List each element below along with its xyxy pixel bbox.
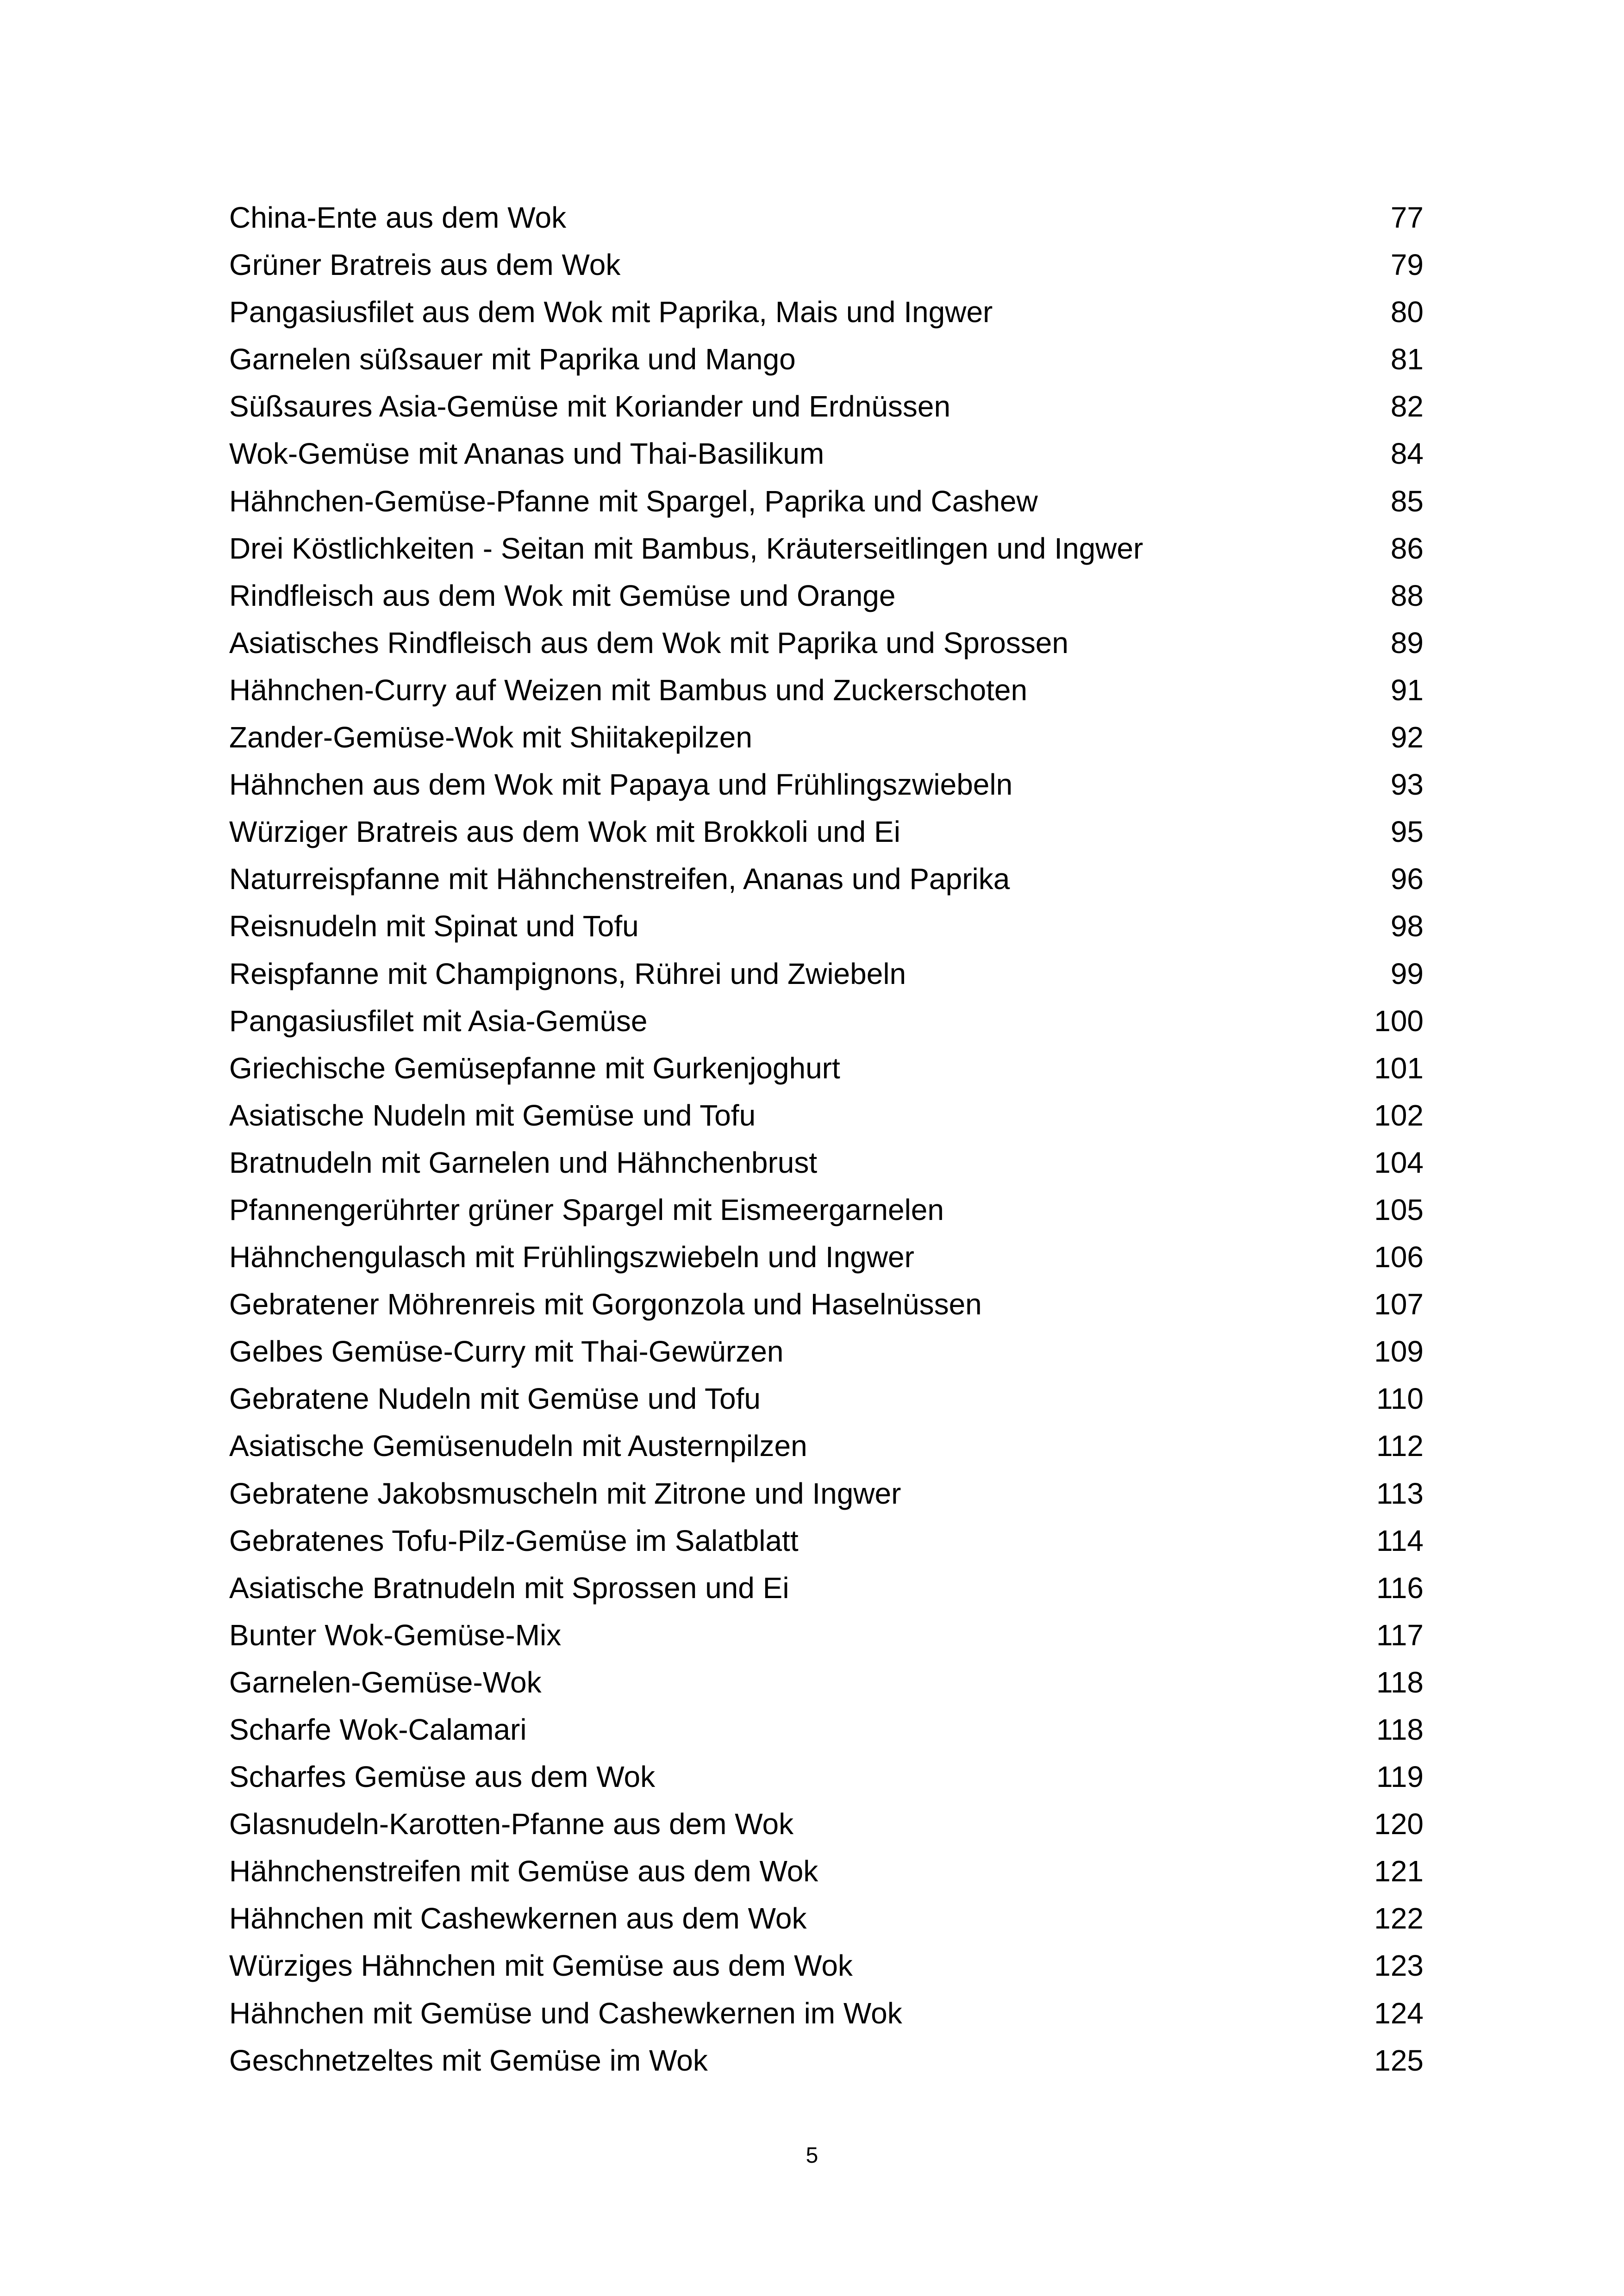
toc-entry xyxy=(229,1097,1424,1144)
toc-entry-page: 92 xyxy=(1390,721,1424,754)
toc-entry-title: Pangasiusfilet aus dem Wok mit Paprika, Mais und Ingwer xyxy=(229,295,993,329)
toc-entry xyxy=(229,1238,1424,1286)
toc-entry-page: 100 xyxy=(1374,1004,1424,1038)
toc-entry xyxy=(229,293,1424,341)
toc-entry-page: 120 xyxy=(1374,1807,1424,1841)
toc-entry-title: Glasnudeln-Karotten-Pfanne aus dem Wok xyxy=(229,1807,794,1841)
toc-entry-title: Garnelen süßsauer mit Paprika und Mango xyxy=(229,342,796,376)
toc-entry-title: Gelbes Gemüse-Curry mit Thai-Gewürzen xyxy=(229,1335,784,1369)
toc-entry-title: Scharfe Wok-Calamari xyxy=(229,1713,527,1746)
toc-entry-page: 99 xyxy=(1390,957,1424,990)
toc-entry xyxy=(229,530,1424,577)
toc-entry-title: Reisnudeln mit Spinat und Tofu xyxy=(229,909,639,943)
toc-entry xyxy=(229,435,1424,482)
toc-entry xyxy=(229,766,1424,813)
toc-entry xyxy=(229,1191,1424,1238)
toc-entry-title: Naturreispfanne mit Hähnchenstreifen, Ananas und Paprika xyxy=(229,862,1010,896)
toc-entry xyxy=(229,2042,1424,2089)
toc-entry-page: 123 xyxy=(1374,1949,1424,1983)
toc-entry-title: Hähnchen mit Gemüse und Cashewkernen im Wok xyxy=(229,1996,902,2030)
toc-entry-page: 80 xyxy=(1390,295,1424,329)
toc-entry-title: Asiatische Nudeln mit Gemüse und Tofu xyxy=(229,1098,756,1132)
toc-entry xyxy=(229,1333,1424,1380)
toc-entry-page: 117 xyxy=(1376,1618,1424,1652)
toc-entry-title: Asiatische Bratnudeln mit Sprossen und Ei xyxy=(229,1571,789,1605)
toc-entry-title: Süßsaures Asia-Gemüse mit Koriander und Erdnüssen xyxy=(229,390,951,423)
toc-entry xyxy=(229,908,1424,955)
toc-entry-title: Scharfes Gemüse aus dem Wok xyxy=(229,1760,656,1794)
toc-entry xyxy=(229,1664,1424,1711)
toc-entry-page: 85 xyxy=(1390,484,1424,518)
toc-entry-page: 96 xyxy=(1390,862,1424,896)
toc-entry-page: 112 xyxy=(1376,1429,1424,1463)
toc-entry-page: 107 xyxy=(1374,1288,1424,1321)
toc-entry-page: 118 xyxy=(1376,1713,1424,1746)
toc-entry-title: Gebratenes Tofu-Pilz-Gemüse im Salatblatt xyxy=(229,1524,799,1557)
toc-entry-title: China-Ente aus dem Wok xyxy=(229,201,567,234)
toc-entry-page: 121 xyxy=(1374,1854,1424,1888)
toc-entry xyxy=(229,1900,1424,1947)
toc-entry-page: 122 xyxy=(1374,1902,1424,1935)
toc-entry xyxy=(229,341,1424,388)
toc-entry xyxy=(229,624,1424,672)
toc-entry xyxy=(229,483,1424,530)
toc-entry-title: Wok-Gemüse mit Ananas und Thai-Basilikum xyxy=(229,437,824,471)
toc-entry-page: 77 xyxy=(1390,201,1424,234)
toc-entry xyxy=(229,1995,1424,2042)
toc-entry-title: Drei Köstlichkeiten - Seitan mit Bambus, Kräuterseitlingen und Ingwer xyxy=(229,531,1143,565)
toc-entry xyxy=(229,1569,1424,1617)
toc-entry-page: 101 xyxy=(1374,1051,1424,1085)
toc-entry-title: Geschnetzeltes mit Gemüse im Wok xyxy=(229,2043,708,2077)
toc-entry-page: 125 xyxy=(1374,2043,1424,2077)
toc-entry-title: Bunter Wok-Gemüse-Mix xyxy=(229,1618,562,1652)
toc-entry xyxy=(229,1711,1424,1758)
toc-entry-page: 114 xyxy=(1376,1524,1424,1557)
toc-entry-title: Bratnudeln mit Garnelen und Hähnchenbrust xyxy=(229,1145,818,1179)
toc-entry-page: 95 xyxy=(1390,815,1424,849)
toc-entry-title: Pangasiusfilet mit Asia-Gemüse xyxy=(229,1004,648,1038)
toc-entry-page: 79 xyxy=(1390,248,1424,282)
toc-entry-title: Gebratene Nudeln mit Gemüse und Tofu xyxy=(229,1382,761,1416)
toc-entry-title: Hähnchenstreifen mit Gemüse aus dem Wok xyxy=(229,1854,818,1888)
toc-entry xyxy=(229,1380,1424,1427)
toc-entry-title: Garnelen-Gemüse-Wok xyxy=(229,1665,542,1699)
toc-entry xyxy=(229,1050,1424,1097)
toc-entry-title: Würziges Hähnchen mit Gemüse aus dem Wok xyxy=(229,1949,853,1983)
toc-entry xyxy=(229,719,1424,766)
toc-entry xyxy=(229,246,1424,293)
toc-entry xyxy=(229,1758,1424,1805)
toc-entry-title: Pfannengerührter grüner Spargel mit Eismeergarnelen xyxy=(229,1193,944,1226)
toc-entry-page: 98 xyxy=(1390,909,1424,943)
toc-entry xyxy=(229,860,1424,908)
toc-entry xyxy=(229,388,1424,435)
toc-entry-title: Rindfleisch aus dem Wok mit Gemüse und Orange xyxy=(229,579,896,612)
toc-entry xyxy=(229,1853,1424,1900)
toc-entry xyxy=(229,1002,1424,1050)
toc-entry xyxy=(229,955,1424,1002)
toc-entry-page: 82 xyxy=(1390,390,1424,423)
toc-entry-page: 81 xyxy=(1390,342,1424,376)
toc-entry xyxy=(229,577,1424,624)
toc-entry xyxy=(229,1617,1424,1664)
toc-entry-title: Hähnchen mit Cashewkernen aus dem Wok xyxy=(229,1902,807,1935)
toc-entry-page: 89 xyxy=(1390,626,1424,660)
toc-entry xyxy=(229,1805,1424,1853)
toc-entry xyxy=(229,199,1424,246)
toc-entry-page: 119 xyxy=(1376,1760,1424,1794)
toc-entry-page: 113 xyxy=(1376,1476,1424,1510)
toc-entry-page: 104 xyxy=(1374,1145,1424,1179)
toc-entry xyxy=(229,813,1424,860)
toc-entry-title: Hähnchengulasch mit Frühlingszwiebeln und Ingwer xyxy=(229,1240,914,1274)
table-of-contents xyxy=(229,199,1424,2089)
toc-entry xyxy=(229,1286,1424,1333)
page-number: 5 xyxy=(806,2143,818,2168)
toc-entry-title: Grüner Bratreis aus dem Wok xyxy=(229,248,621,282)
toc-entry xyxy=(229,1947,1424,1994)
toc-entry-page: 86 xyxy=(1390,531,1424,565)
toc-entry xyxy=(229,1144,1424,1191)
toc-entry-page: 105 xyxy=(1374,1193,1424,1226)
toc-entry-title: Zander-Gemüse-Wok mit Shiitakepilzen xyxy=(229,721,752,754)
toc-entry-title: Griechische Gemüsepfanne mit Gurkenjoghurt xyxy=(229,1051,840,1085)
toc-entry-page: 106 xyxy=(1374,1240,1424,1274)
toc-entry-title: Hähnchen-Gemüse-Pfanne mit Spargel, Paprika und Cashew xyxy=(229,484,1038,518)
toc-entry-page: 118 xyxy=(1376,1665,1424,1699)
toc-entry-title: Reispfanne mit Champignons, Rührei und Zwiebeln xyxy=(229,957,906,990)
toc-entry-title: Würziger Bratreis aus dem Wok mit Brokkoli und Ei xyxy=(229,815,900,849)
toc-entry-page: 84 xyxy=(1390,437,1424,471)
toc-entry xyxy=(229,672,1424,719)
toc-entry-page: 124 xyxy=(1374,1996,1424,2030)
toc-entry-title: Asiatische Gemüsenudeln mit Austernpilzen xyxy=(229,1429,807,1463)
toc-entry-page: 93 xyxy=(1390,768,1424,802)
toc-entry-page: 109 xyxy=(1374,1335,1424,1369)
toc-entry-title: Gebratener Möhrenreis mit Gorgonzola und Haselnüssen xyxy=(229,1288,982,1321)
toc-entry-title: Hähnchen aus dem Wok mit Papaya und Frühlingszwiebeln xyxy=(229,768,1013,802)
toc-entry-page: 91 xyxy=(1390,673,1424,707)
toc-entry-title: Gebratene Jakobsmuscheln mit Zitrone und Ingwer xyxy=(229,1476,901,1510)
toc-entry-page: 88 xyxy=(1390,579,1424,612)
toc-entry xyxy=(229,1522,1424,1569)
toc-entry-page: 110 xyxy=(1376,1382,1424,1416)
toc-entry-title: Asiatisches Rindfleisch aus dem Wok mit Paprika und Sprossen xyxy=(229,626,1068,660)
toc-entry xyxy=(229,1427,1424,1475)
toc-entry-page: 102 xyxy=(1374,1098,1424,1132)
toc-entry xyxy=(229,1475,1424,1522)
toc-entry-title: Hähnchen-Curry auf Weizen mit Bambus und Zuckerschoten xyxy=(229,673,1028,707)
toc-entry-page: 116 xyxy=(1376,1571,1424,1605)
